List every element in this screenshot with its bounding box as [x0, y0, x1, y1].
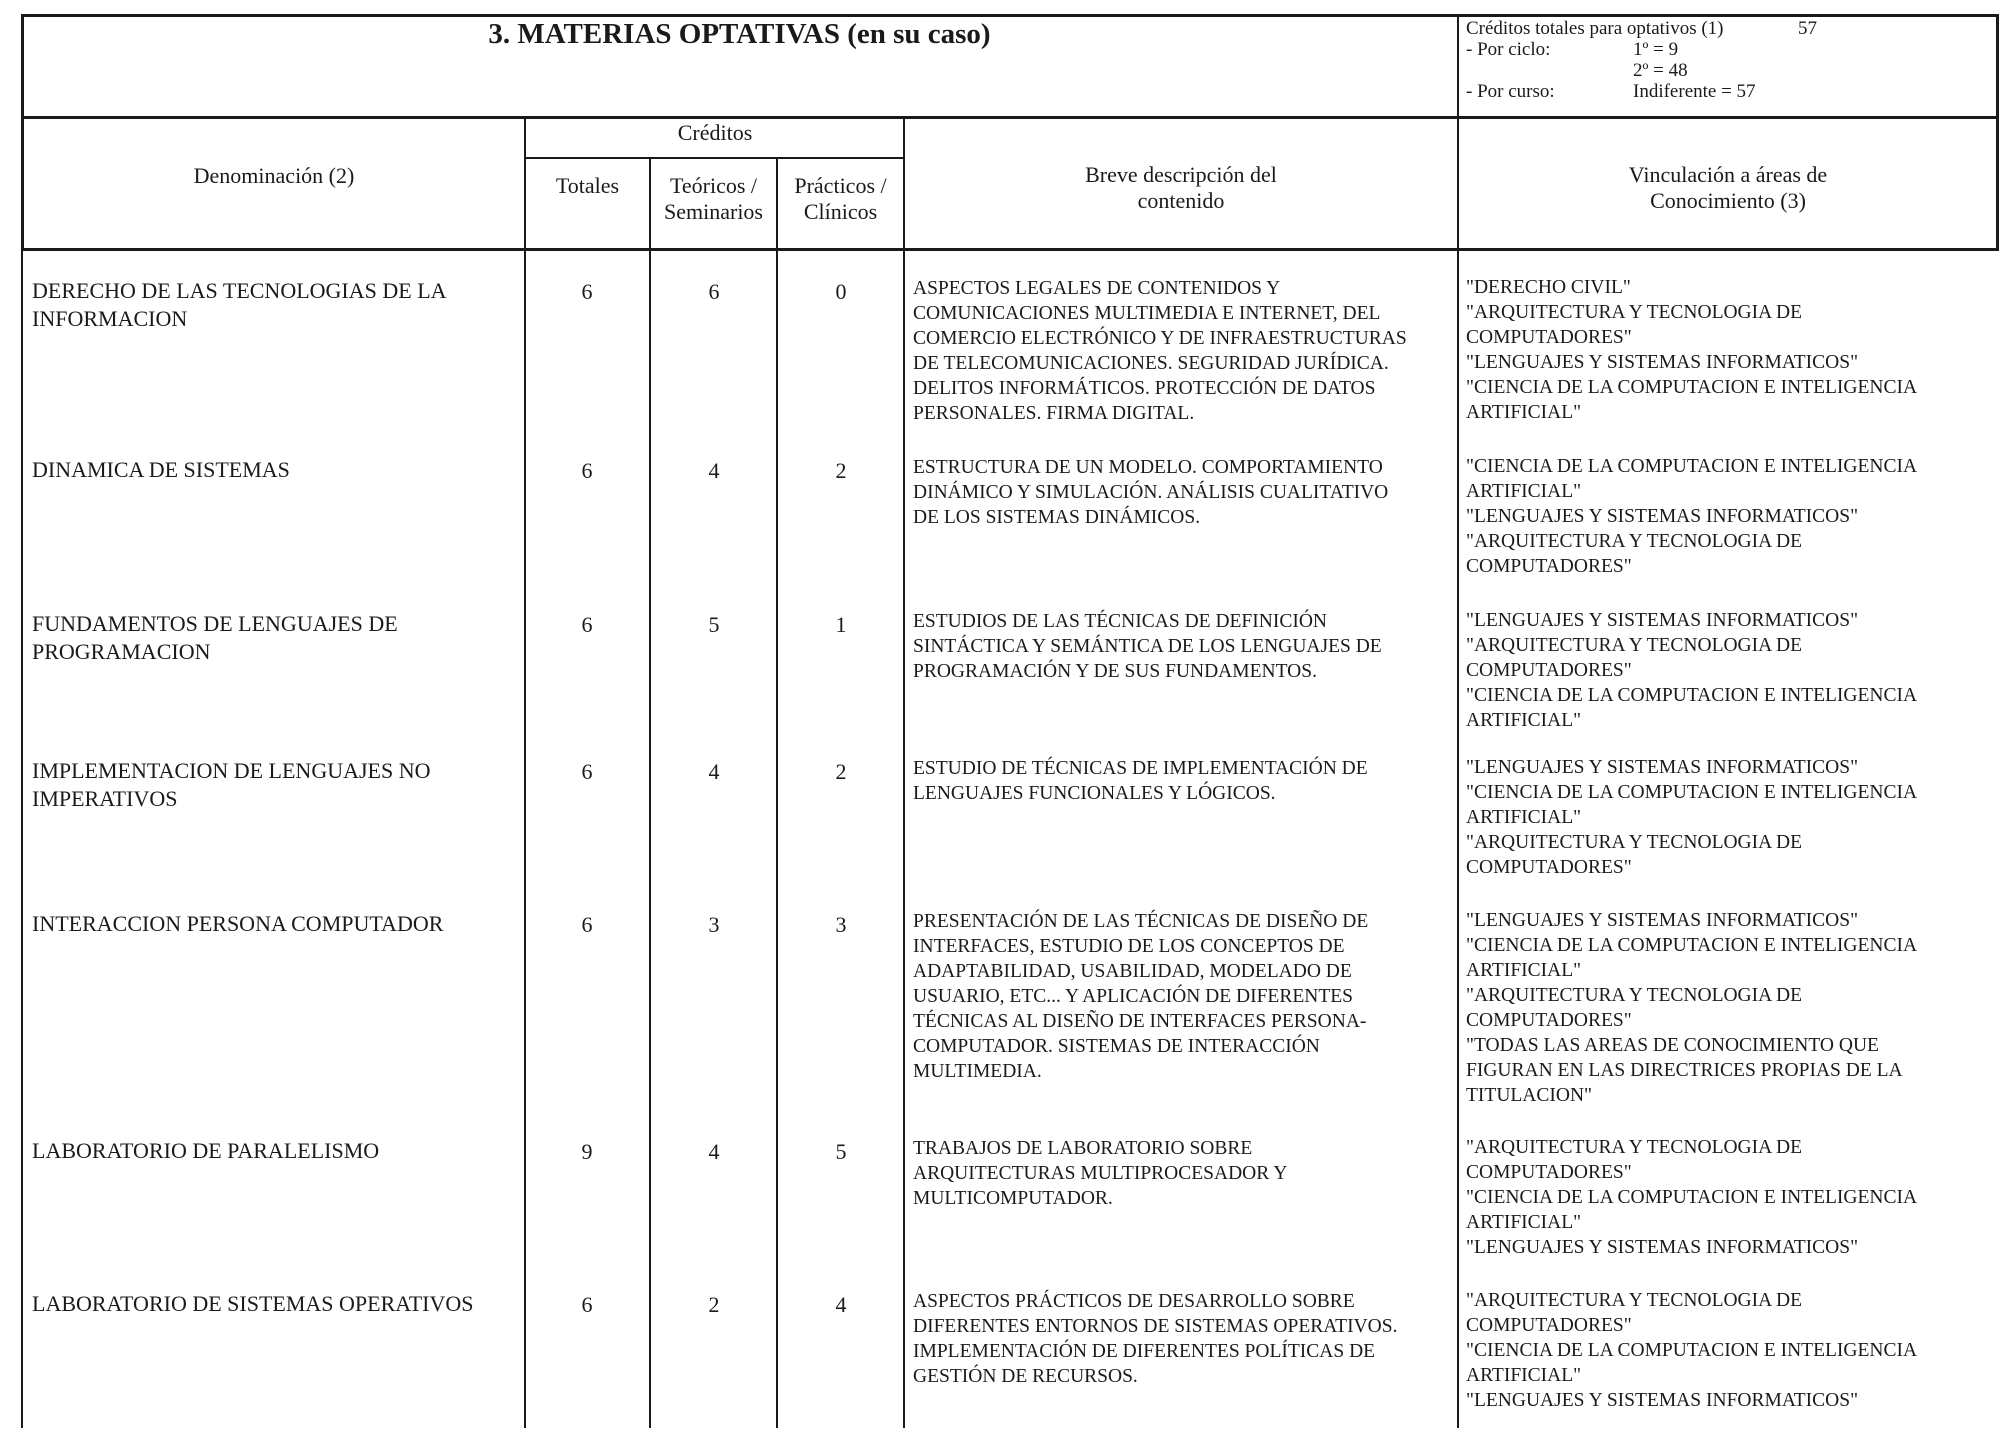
area-line: "CIENCIA DE LA COMPUTACION E INTELIGENCIA — [1466, 1340, 1918, 1361]
title-bottom-rule — [21, 116, 1999, 119]
area-line: ARTIFICIAL" — [1466, 807, 1582, 828]
subject-name — [32, 456, 522, 484]
credits-totales: 6 — [581, 458, 593, 483]
area-line: "CIENCIA DE LA COMPUTACION E INTELIGENCIA — [1466, 456, 1918, 477]
subject-name-line: LABORATORIO DE PARALELISMO — [32, 1138, 380, 1163]
area-line: "ARQUITECTURA Y TECNOLOGIA DE — [1466, 1137, 1803, 1158]
header-creditos: Créditos — [677, 120, 753, 145]
area-line: "ARQUITECTURA Y TECNOLOGIA DE — [1466, 635, 1803, 656]
summary-ciclo2-row — [1466, 60, 1724, 81]
description-line: ASPECTOS PRÁCTICOS DE DESARROLLO SOBRE — [913, 1291, 1355, 1312]
description-line: INTERFACES, ESTUDIO DE LOS CONCEPTOS DE — [913, 936, 1345, 957]
area-line: ARTIFICIAL" — [1466, 1212, 1582, 1233]
credits-practicos: 1 — [835, 612, 847, 637]
area-line: "TODAS LAS AREAS DE CONOCIMIENTO QUE — [1466, 1035, 1879, 1056]
area-line: "ARQUITECTURA Y TECNOLOGIA DE — [1466, 832, 1803, 853]
description-line: LENGUAJES FUNCIONALES Y LÓGICOS. — [913, 783, 1276, 804]
area-line: "ARQUITECTURA Y TECNOLOGIA DE — [1466, 531, 1803, 552]
area-line: COMPUTADORES" — [1466, 1010, 1632, 1031]
credits-totales: 6 — [581, 759, 593, 784]
description-line: DE TELECOMUNICACIONES. SEGURIDAD JURÍDICA. — [913, 353, 1389, 374]
page-title: 3. MATERIAS OPTATIVAS (en su caso) — [488, 18, 991, 50]
knowledge-areas — [1466, 1135, 1917, 1260]
subject-name-line: LABORATORIO DE SISTEMAS OPERATIVOS — [32, 1291, 474, 1316]
description-line: ESTUDIOS DE LAS TÉCNICAS DE DEFINICIÓN — [913, 611, 1328, 632]
header-practicos-l2: Clínicos — [803, 198, 878, 224]
summary-ciclo-1: 1º = 9 — [1633, 39, 1679, 60]
credits-totales: 6 — [581, 279, 593, 304]
area-line: COMPUTADORES" — [1466, 1162, 1632, 1183]
subject-name-line: FUNDAMENTOS DE LENGUAJES DE — [32, 611, 398, 636]
description-line: COMUNICACIONES MULTIMEDIA E INTERNET, DEL — [913, 303, 1381, 324]
description-line: GESTIÓN DE RECURSOS. — [913, 1366, 1138, 1387]
description-line: ESTUDIO DE TÉCNICAS DE IMPLEMENTACIÓN DE — [913, 758, 1368, 779]
left-border — [21, 250, 23, 1428]
description-line: ARQUITECTURAS MULTIPROCESADOR Y — [913, 1163, 1288, 1184]
knowledge-areas — [1466, 454, 1917, 579]
summary-total-label: Créditos totales para optativos (1) — [1466, 18, 1724, 39]
area-line: "DERECHO CIVIL" — [1466, 277, 1631, 298]
header-vinculacion-l1: Vinculación a áreas de — [1628, 162, 1828, 187]
area-line: "LENGUAJES Y SISTEMAS INFORMATICOS" — [1466, 1237, 1859, 1258]
description-line: PRESENTACIÓN DE LAS TÉCNICAS DE DISEÑO DE — [913, 911, 1369, 932]
subject-description — [913, 1136, 1453, 1211]
summary-ciclo-row — [1466, 39, 1724, 60]
col-line-1 — [524, 117, 526, 1428]
summary-total-value: 57 — [1798, 18, 1817, 39]
creditos-rule — [524, 157, 904, 159]
credits-totales: 6 — [581, 612, 593, 637]
header-vinculacion-l2: Conocimiento (3) — [1650, 187, 1806, 213]
credits-practicos: 2 — [835, 458, 847, 483]
description-line: MULTIMEDIA. — [913, 1061, 1042, 1082]
description-line: TRABAJOS DE LABORATORIO SOBRE — [913, 1138, 1253, 1159]
area-line: COMPUTADORES" — [1466, 327, 1632, 348]
subject-name-line: PROGRAMACION — [32, 639, 211, 664]
area-line: "LENGUAJES Y SISTEMAS INFORMATICOS" — [1466, 910, 1859, 931]
description-line: DE LOS SISTEMAS DINÁMICOS. — [913, 507, 1201, 528]
area-line: "ARQUITECTURA Y TECNOLOGIA DE — [1466, 1290, 1803, 1311]
title-summary-divider — [1457, 14, 1459, 117]
header-denominacion: Denominación (2) — [193, 163, 355, 188]
description-line: ESTRUCTURA DE UN MODELO. COMPORTAMIENTO — [913, 457, 1383, 478]
area-line: ARTIFICIAL" — [1466, 402, 1582, 423]
knowledge-areas — [1466, 275, 1917, 425]
credits-practicos: 5 — [835, 1139, 847, 1164]
area-line: COMPUTADORES" — [1466, 1315, 1632, 1336]
col-line-2 — [649, 158, 651, 1428]
area-line: "LENGUAJES Y SISTEMAS INFORMATICOS" — [1466, 610, 1859, 631]
area-line: "LENGUAJES Y SISTEMAS INFORMATICOS" — [1466, 1390, 1859, 1411]
description-line: ASPECTOS LEGALES DE CONTENIDOS Y — [913, 278, 1281, 299]
header-totales: Totales — [555, 173, 620, 198]
subject-name — [32, 277, 522, 333]
header-descripcion-l1: Breve descripción del — [1085, 162, 1277, 187]
summary-total-row — [1466, 18, 1817, 39]
credits-totales: 6 — [581, 912, 593, 937]
area-line: COMPUTADORES" — [1466, 660, 1632, 681]
description-line: TÉCNICAS AL DISEÑO DE INTERFACES PERSONA- — [913, 1011, 1367, 1032]
credit-summary — [1466, 18, 1817, 102]
credits-practicos: 4 — [835, 1292, 847, 1317]
area-line: ARTIFICIAL" — [1466, 960, 1582, 981]
credits-practicos: 2 — [835, 759, 847, 784]
knowledge-areas — [1466, 608, 1917, 733]
description-line: DINÁMICO Y SIMULACIÓN. ANÁLISIS CUALITATIVO — [913, 482, 1389, 503]
area-line: ARTIFICIAL" — [1466, 481, 1582, 502]
credits-teoricos: 5 — [708, 612, 720, 637]
subject-name — [32, 910, 522, 938]
credits-totales: 9 — [581, 1139, 593, 1164]
subject-name-line: INTERACCION PERSONA COMPUTADOR — [32, 911, 444, 936]
subject-name-line: IMPLEMENTACION DE LENGUAJES NO — [32, 758, 431, 783]
area-line: "LENGUAJES Y SISTEMAS INFORMATICOS" — [1466, 757, 1859, 778]
description-line: MULTICOMPUTADOR. — [913, 1188, 1113, 1209]
area-line: "CIENCIA DE LA COMPUTACION E INTELIGENCIA — [1466, 685, 1918, 706]
header-teoricos-l1: Teóricos / — [669, 173, 758, 198]
description-line: COMPUTADOR. SISTEMAS DE INTERACCIÓN — [913, 1036, 1320, 1057]
description-line: DIFERENTES ENTORNOS DE SISTEMAS OPERATIVOS. — [913, 1316, 1398, 1337]
area-line: ARTIFICIAL" — [1466, 1365, 1582, 1386]
summary-curso-label: - Por curso: — [1466, 81, 1555, 102]
header-descripcion-l2: contenido — [1137, 187, 1225, 213]
area-line: COMPUTADORES" — [1466, 857, 1632, 878]
header-practicos-l1: Prácticos / — [794, 173, 887, 198]
area-line: TITULACION" — [1466, 1085, 1593, 1106]
subject-description — [913, 756, 1453, 806]
description-line: COMERCIO ELECTRÓNICO Y DE INFRAESTRUCTURAS — [913, 328, 1407, 349]
description-line: USUARIO, ETC... Y APLICACIÓN DE DIFERENTES — [913, 986, 1354, 1007]
area-line: FIGURAN EN LAS DIRECTRICES PROPIAS DE LA — [1466, 1060, 1903, 1081]
subject-name — [32, 1290, 522, 1318]
description-line: IMPLEMENTACIÓN DE DIFERENTES POLÍTICAS DE — [913, 1341, 1376, 1362]
subject-description — [913, 1289, 1453, 1389]
summary-curso-row — [1466, 81, 1756, 102]
credits-teoricos: 6 — [708, 279, 720, 304]
subject-description — [913, 455, 1453, 530]
area-line: "CIENCIA DE LA COMPUTACION E INTELIGENCIA — [1466, 377, 1918, 398]
summary-ciclo-label: - Por ciclo: — [1466, 39, 1551, 60]
subject-description — [913, 276, 1453, 426]
area-line: "CIENCIA DE LA COMPUTACION E INTELIGENCIA — [1466, 935, 1918, 956]
subject-name-line: DERECHO DE LAS TECNOLOGIAS DE LA — [32, 278, 447, 303]
subject-name-line: IMPERATIVOS — [32, 786, 178, 811]
description-line: DELITOS INFORMÁTICOS. PROTECCIÓN DE DATOS — [913, 378, 1376, 399]
subject-name-line: DINAMICA DE SISTEMAS — [32, 457, 290, 482]
knowledge-areas — [1466, 755, 1917, 880]
description-line: SINTÁCTICA Y SEMÁNTICA DE LOS LENGUAJES DE — [913, 636, 1382, 657]
header-practicos — [778, 173, 903, 224]
subject-name-line: INFORMACION — [32, 306, 188, 331]
area-line: COMPUTADORES" — [1466, 556, 1632, 577]
area-line: "CIENCIA DE LA COMPUTACION E INTELIGENCIA — [1466, 782, 1918, 803]
subject-description — [913, 609, 1453, 684]
header-descripcion — [905, 162, 1457, 213]
credits-practicos: 3 — [835, 912, 847, 937]
description-line: PERSONALES. FIRMA DIGITAL. — [913, 403, 1195, 424]
knowledge-areas — [1466, 908, 1917, 1108]
area-line: "ARQUITECTURA Y TECNOLOGIA DE — [1466, 302, 1803, 323]
credits-teoricos: 4 — [708, 759, 720, 784]
header-vinculacion — [1459, 162, 1997, 213]
description-line: PROGRAMACIÓN Y DE SUS FUNDAMENTOS. — [913, 661, 1317, 682]
credits-teoricos: 3 — [708, 912, 720, 937]
knowledge-areas — [1466, 1288, 1917, 1413]
credits-teoricos: 2 — [708, 1292, 720, 1317]
area-line: "LENGUAJES Y SISTEMAS INFORMATICOS" — [1466, 352, 1859, 373]
col-line-4 — [903, 117, 905, 1428]
header-teoricos-l2: Seminarios — [664, 198, 763, 224]
credits-teoricos: 4 — [708, 1139, 720, 1164]
subject-description — [913, 909, 1453, 1084]
credits-teoricos: 4 — [708, 458, 720, 483]
subject-name — [32, 610, 522, 666]
col-line-3 — [776, 158, 778, 1428]
col-line-5 — [1457, 117, 1459, 1428]
area-line: "CIENCIA DE LA COMPUTACION E INTELIGENCIA — [1466, 1187, 1918, 1208]
summary-curso-value: Indiferente = 57 — [1633, 81, 1756, 102]
description-line: ADAPTABILIDAD, USABILIDAD, MODELADO DE — [913, 961, 1352, 982]
area-line: "ARQUITECTURA Y TECNOLOGIA DE — [1466, 985, 1803, 1006]
area-line: "LENGUAJES Y SISTEMAS INFORMATICOS" — [1466, 506, 1859, 527]
credits-practicos: 0 — [835, 279, 847, 304]
credits-totales: 6 — [581, 1292, 593, 1317]
header-teoricos — [651, 173, 776, 224]
area-line: ARTIFICIAL" — [1466, 710, 1582, 731]
summary-ciclo-2: 2º = 48 — [1633, 60, 1688, 81]
subject-name — [32, 757, 522, 813]
subject-name — [32, 1137, 522, 1165]
